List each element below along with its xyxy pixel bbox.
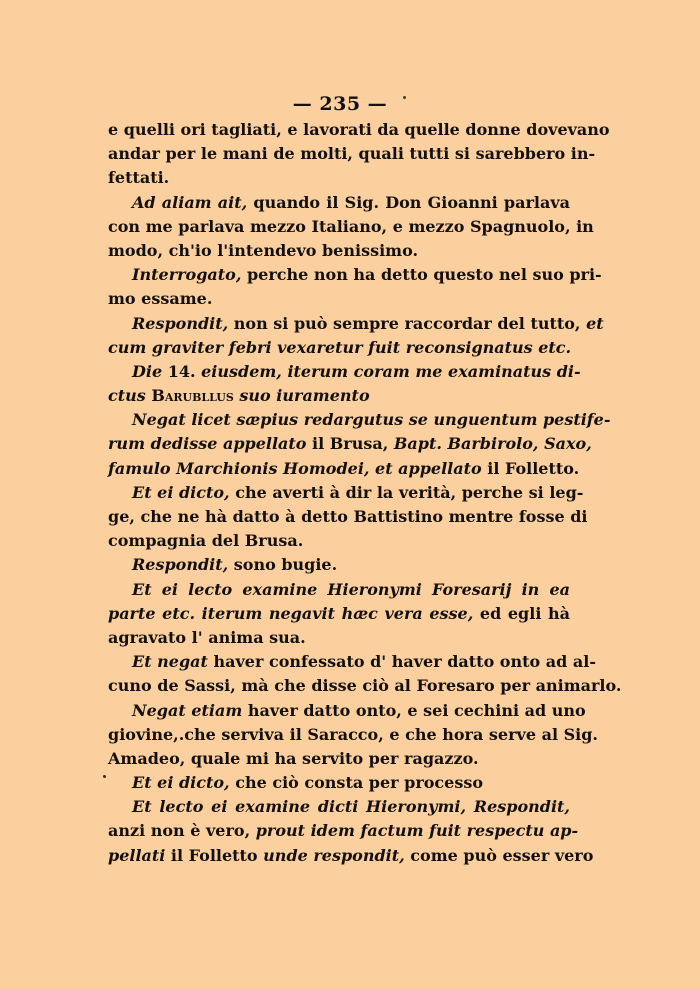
text-segment: il Folletto. [481, 458, 580, 478]
text-line [108, 553, 570, 577]
text-line [108, 336, 570, 360]
text-segment: anzi non è vero, [108, 821, 256, 841]
text-segment: sono bugie. [228, 555, 338, 575]
text-line [108, 263, 602, 287]
italic-text: ctus [108, 386, 152, 406]
text-line [108, 626, 570, 650]
italic-text: Bapt. Barbirolo, Saxo, [393, 434, 592, 454]
text-line [108, 771, 570, 795]
italic-text: cum graviter febri vexaretur fuit reconsignatus etc. [108, 337, 572, 357]
text-line [108, 578, 570, 602]
italic-text: prout idem factum fuit respectu ap- [255, 821, 579, 841]
text-line [108, 360, 581, 384]
text-segment: il Folletto [165, 845, 264, 865]
text-segment: ge, che ne hà datto à detto Battistino mentre fosse di [108, 507, 588, 526]
text-segment: e quelli ori tagliati, e lavorati da quelle donne dovevano [108, 120, 610, 139]
text-line [108, 118, 610, 142]
text-line [108, 844, 594, 868]
italic-text: Et ei dicto, [132, 482, 230, 502]
text-line [108, 312, 604, 336]
text-line [108, 674, 622, 698]
text-line [108, 650, 596, 674]
text-line [108, 457, 580, 481]
text-segment: con me parlava mezzo Italiano, e mezzo Spagnuolo, in [108, 216, 594, 236]
ink-speck [403, 96, 406, 99]
italic-text: Et ei lecto examine Hieronymi Foresarij in ea [132, 579, 570, 599]
text-segment: cuno de Sassi, mà che disse ciò al Foresaro per animarlo. [108, 676, 622, 696]
text-line [108, 215, 594, 239]
text-segment: agravato l' anima sua. [108, 627, 306, 647]
text-segment: Barubllus [151, 386, 234, 406]
italic-text: Et lecto ei examine dicti Hieronymi, Respondit, [132, 797, 570, 817]
italic-text: Negat licet sæpius redargutus se unguentum pestife- [132, 410, 611, 430]
italic-text: Die [132, 361, 168, 381]
text-segment: haver confessato d' haver datto onto ad al- [207, 652, 596, 672]
text-line [108, 287, 570, 311]
body-text [108, 118, 622, 868]
text-line [108, 529, 570, 553]
text-line [108, 747, 570, 771]
text-line [108, 602, 570, 626]
text-segment: modo, ch'io l'intendevo benissimo. [108, 240, 419, 260]
text-segment: il Brusa, [306, 434, 394, 454]
text-line [108, 432, 592, 456]
text-segment: 14. [167, 361, 202, 381]
italic-text: suo iuramento [233, 386, 370, 406]
italic-text: Respondit, [132, 313, 229, 333]
italic-text: pellati [108, 845, 166, 865]
text-segment: fettati. [108, 168, 170, 188]
text-line [108, 191, 570, 215]
text-line [108, 505, 588, 529]
text-line [108, 408, 611, 432]
text-segment: compagnia del Brusa. [108, 531, 304, 551]
text-segment: andar per le mani de molti, quali tutti si sarebbero in- [108, 144, 596, 164]
text-line [108, 819, 579, 843]
page-number: — 235 — [292, 93, 388, 115]
italic-text: Negat etiam [132, 700, 243, 720]
text-segment: che averti à dir la verità, perche si leg- [229, 482, 584, 502]
ink-speck [103, 775, 106, 778]
italic-text: unde respondit, [263, 845, 405, 865]
italic-text: Ad aliam ait, [132, 192, 248, 212]
text-line [108, 166, 570, 190]
text-segment: non si può sempre raccordar del tutto, [228, 313, 587, 333]
italic-text: famulo Marchionis Homodei, et appellato [108, 458, 482, 478]
text-segment: come può esser vero [404, 845, 594, 865]
italic-text: Respondit, [132, 555, 229, 575]
text-line [108, 384, 570, 408]
italic-text: Et ei dicto, [132, 773, 230, 793]
text-line [108, 795, 570, 819]
italic-text: Interrogato, [132, 265, 242, 285]
text-line [108, 699, 586, 723]
text-segment: mo essame. [108, 289, 213, 309]
italic-text: parte etc. iterum negavit hæc vera esse, [108, 603, 474, 623]
text-segment: perche non ha detto questo nel suo pri- [241, 265, 602, 285]
italic-text: et [586, 313, 604, 333]
text-line [108, 481, 584, 505]
text-line [108, 142, 596, 166]
text-line [108, 723, 598, 747]
text-segment: quando il Sig. Don Gioanni parlava [247, 192, 571, 212]
text-segment: giovine,.che serviva il Saracco, e che hora serve al Sig. [108, 724, 598, 744]
italic-text: Et negat [132, 652, 208, 672]
italic-text: eiusdem, iterum coram me examinatus di- [201, 361, 581, 381]
text-segment: Amadeo, quale mi ha servito per ragazzo. [108, 748, 479, 768]
italic-text: rum dedisse appellato [108, 434, 307, 454]
text-segment: haver datto onto, e sei cechini ad uno [242, 700, 586, 720]
text-segment: ed egli hà [473, 603, 570, 623]
text-segment: che ciò consta per processo [229, 773, 484, 793]
text-line [108, 239, 570, 263]
